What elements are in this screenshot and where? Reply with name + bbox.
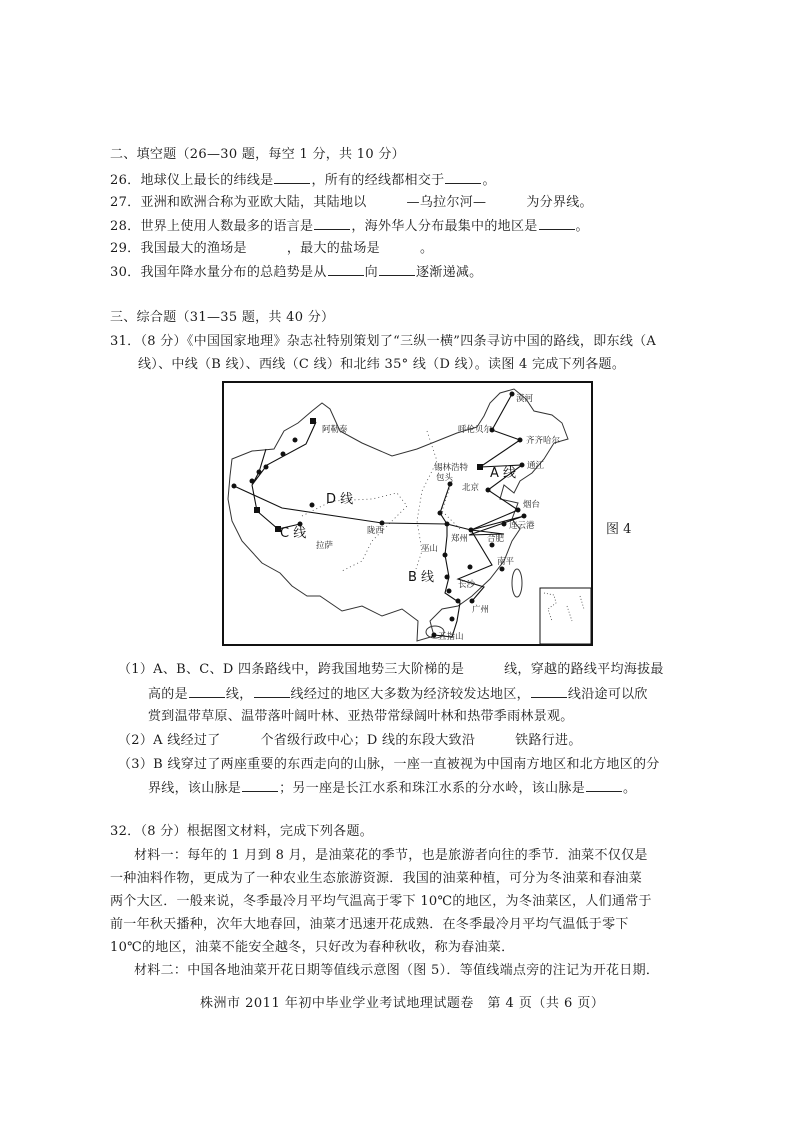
p1-text: 线沿途可以欣: [567, 687, 648, 702]
section2-heading: 二、填空题（26—30 题，每空 1 分，共 10 分）: [110, 147, 405, 162]
section3-heading: 三、综合题（31—35 题，共 40 分）: [110, 310, 335, 325]
stop-mohe: [510, 392, 515, 397]
label-hulunbeier: 呼伦贝尔: [458, 425, 493, 435]
stop: [232, 484, 237, 489]
q29-text: ，最大的盐场是: [286, 241, 380, 256]
stop: [281, 452, 286, 457]
label-tongjiang: 通江: [527, 461, 545, 471]
q31-part3-line2: [148, 779, 636, 798]
figure-4-label: 图 4: [606, 522, 632, 537]
label-lianyungang: 连云港: [509, 521, 535, 531]
q28-text: 28．世界上使用人数最多的语言是: [110, 219, 314, 234]
p1-text: 线，穿越的路线平均海拔最: [504, 662, 664, 677]
q32-material1-line4: 前一年秋天播种，次年大地春回，油菜才迅速开花成熟．在冬季最冷月平均气温低于零下: [110, 917, 629, 932]
q32-material2: 材料二：中国各地油菜开花日期等值线示意图（图 5）．等值线端点旁的注记为开花日期．: [134, 963, 660, 978]
label-guangzhou: 广州: [472, 605, 490, 615]
label-nanping: 南平: [497, 557, 515, 567]
q31-part2: [118, 732, 582, 750]
q31-part3-line1: （3）B 线穿过了两座重要的东西走向的山脉，一座一直被视为中国南方地区和北方地区的分: [118, 757, 660, 772]
stop-beijing: [486, 488, 491, 493]
q26-text: 。: [482, 173, 496, 188]
answer-blank[interactable]: [531, 685, 567, 698]
question-26: [110, 171, 496, 190]
q30-text: 逐渐递减。: [415, 265, 483, 280]
label-route-c: C 线: [280, 526, 307, 541]
label-aletai: 阿勒泰: [322, 425, 348, 435]
q28-text: ，海外华人分布最集中的地区是: [351, 219, 538, 234]
stop-wuzhishan: [432, 633, 437, 638]
q31-part1-line1: [118, 661, 664, 679]
q31-part1-line3: 赏到温带草原、温带落叶阔叶林、亚热带常绿阔叶林和热带季雨林景观。: [148, 709, 574, 724]
question-28: [110, 217, 589, 236]
stop: [445, 522, 450, 527]
label-lasa: 拉萨: [316, 541, 334, 551]
q31-intro-line1: 31．（8 分）《中国国家地理》杂志社特别策划了“三纵一横”四条寻访中国的路线，即东线（A: [110, 334, 657, 349]
p1-text: 高的是: [148, 687, 188, 702]
question-27: [110, 194, 593, 212]
q32-material1-line5: 10℃的地区，油菜不能安全越冬，只好改为春种秋收，称为春油菜．: [110, 940, 515, 955]
china-routes-map: [222, 381, 593, 646]
stop-qiqihaer: [518, 438, 523, 443]
label-baotou: 包头: [436, 473, 454, 483]
label-mohe: 漠河: [516, 394, 534, 404]
q30-text: 向: [364, 265, 378, 280]
label-longxi: 陇西: [367, 526, 385, 536]
q29-text: 29．我国最大的渔场是: [110, 241, 247, 256]
stop-aletai: [310, 418, 316, 424]
q27-text: —乌拉尔河—: [406, 195, 487, 210]
p2-text: 个省级行政中心；D 线的东段大致沿: [260, 733, 476, 748]
p3-text: 。: [623, 781, 637, 796]
answer-blank[interactable]: [314, 217, 350, 230]
label-wuzhishan: 五指山: [438, 632, 464, 642]
label-yantai: 烟台: [523, 500, 541, 510]
p2-text: 铁路行进。: [515, 733, 582, 748]
answer-blank[interactable]: [274, 171, 310, 184]
label-route-b: B 线: [408, 570, 435, 585]
stop-zhengzhou: [469, 528, 474, 533]
q32-intro: 32．（8 分）根据图文材料，完成下列各题。: [110, 824, 374, 839]
q32-material1-line1: 材料一：每年的 1 月到 8 月，是油菜花的季节，也是旅游者向往的季节．油菜不仅仅是: [134, 848, 648, 863]
label-hefei: 合肥: [487, 534, 505, 544]
stop-tongjiang: [520, 463, 525, 468]
p1-text: （1）A、B、C、D 四条路线中，跨我国地势三大阶梯的是: [118, 662, 465, 677]
stop: [310, 503, 315, 508]
question-30: [110, 263, 482, 282]
stop: [257, 470, 262, 475]
q28-text: 。: [575, 219, 589, 234]
q27-text: 为分界线。: [526, 195, 593, 210]
answer-blank[interactable]: [242, 779, 278, 792]
question-29: [110, 240, 433, 258]
stop-changsha: [468, 565, 473, 570]
map-frame: [223, 382, 592, 645]
stop-nanping: [500, 567, 505, 572]
label-xilinhaote: 锡林浩特: [434, 463, 469, 473]
stop: [522, 514, 527, 519]
stop: [447, 589, 452, 594]
answer-blank[interactable]: [254, 685, 290, 698]
p2-text: （2）A 线经过了: [118, 733, 221, 748]
stop-longxi: [380, 521, 385, 526]
label-route-a: A 线: [490, 466, 517, 481]
answer-blank[interactable]: [445, 171, 481, 184]
q29-text: 。: [419, 241, 434, 256]
q27-text: 27．亚洲和欧洲合称为亚欧大陆，其陆地以: [110, 195, 367, 210]
q32-material1-line2: 一种油料作物，更成为了一种农业生态旅游资源．我国的油菜种植，可分为冬油菜和春油菜: [110, 871, 643, 886]
stop: [254, 507, 260, 513]
answer-blank[interactable]: [189, 685, 225, 698]
q26-text: ，所有的经线都相交于: [311, 173, 445, 188]
stop: [250, 479, 255, 484]
answer-blank[interactable]: [539, 217, 575, 230]
stop-yantai: [516, 508, 521, 513]
south-china-sea-inset: [540, 588, 591, 644]
answer-blank[interactable]: [379, 263, 415, 276]
stop: [456, 599, 461, 604]
p1-text: 线经过的地区大多数为经济较发达地区，: [290, 687, 530, 702]
stop-wushan: [443, 553, 448, 558]
stop-lianyungang: [502, 522, 507, 527]
q31-part1-line2: [148, 685, 648, 704]
p3-text: ；另一座是长江水系和珠江水系的分水岭，该山脉是: [279, 781, 586, 796]
q32-material1-line3: 两个大区．一般来说，冬季最冷月平均气温高于零下 10℃的地区，为冬油菜区，人们通常于: [110, 894, 652, 909]
q30-text: 30．我国年降水量分布的总趋势是从: [110, 265, 327, 280]
answer-blank[interactable]: [586, 779, 622, 792]
stop: [438, 511, 443, 516]
stop: [293, 438, 298, 443]
stop-xilinhaote: [477, 464, 483, 470]
p1-text: 线，: [225, 687, 253, 702]
answer-blank[interactable]: [328, 263, 364, 276]
p3-text: 界线，该山脉是: [148, 781, 242, 796]
label-wushan: 巫山: [421, 544, 439, 554]
page-footer: 株洲市 2011 年初中毕业学业考试地理试题卷 第 4 页（共 6 页）: [200, 996, 605, 1011]
stop: [264, 465, 269, 470]
q26-text: 26．地球仪上最长的纬线是: [110, 173, 274, 188]
label-beijing: 北京: [462, 483, 480, 493]
label-changsha: 长沙: [458, 580, 476, 590]
q31-intro-line2: 线）、中线（B 线）、西线（C 线）和北纬 35° 线（D 线）。读图 4 完成下列各题。: [138, 357, 626, 372]
label-route-d: D 线: [326, 492, 354, 507]
label-zhengzhou: 郑州: [451, 534, 469, 544]
label-qiqihaer: 齐齐哈尔: [526, 436, 561, 446]
stop: [445, 575, 450, 580]
stop: [450, 617, 455, 622]
stop-guangzhou: [470, 599, 475, 604]
